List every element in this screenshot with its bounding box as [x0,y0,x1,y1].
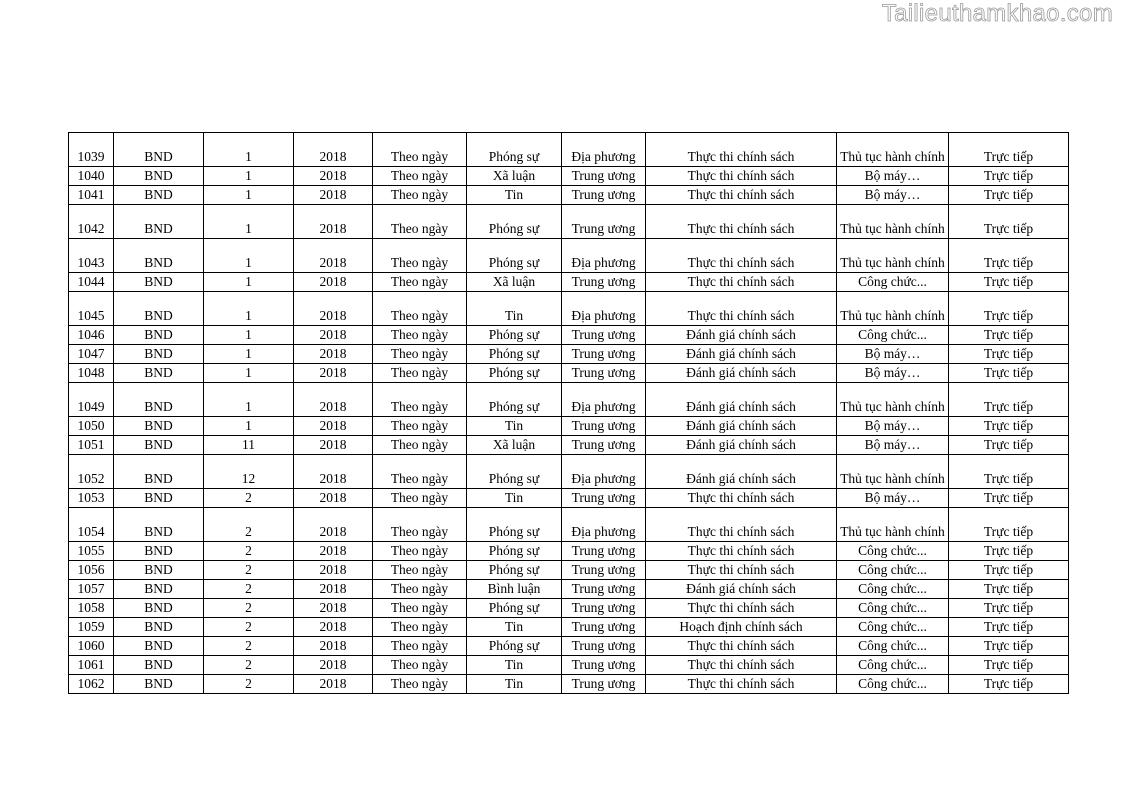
cell-mode: Trực tiếp [949,561,1069,580]
cell-field: Thủ tục hành chính [837,133,949,167]
cell-year: 2018 [294,580,373,599]
cell-mode: Trực tiếp [949,239,1069,273]
cell-level: Trung ương [562,273,646,292]
cell-genre: Phóng sự [467,455,562,489]
cell-number: 1 [204,383,294,417]
cell-source: BND [114,273,204,292]
cell-frequency: Theo ngày [373,273,467,292]
cell-mode: Trực tiếp [949,205,1069,239]
table-row [69,167,1069,186]
cell-frequency: Theo ngày [373,599,467,618]
cell-frequency: Theo ngày [373,542,467,561]
cell-year: 2018 [294,273,373,292]
cell-id: 1043 [69,239,114,273]
cell-year: 2018 [294,292,373,326]
cell-topic: Thực thi chính sách [646,239,837,273]
cell-mode: Trực tiếp [949,417,1069,436]
cell-topic: Đánh giá chính sách [646,326,837,345]
cell-year: 2018 [294,455,373,489]
cell-frequency: Theo ngày [373,167,467,186]
cell-genre: Phóng sự [467,345,562,364]
cell-year: 2018 [294,637,373,656]
cell-source: BND [114,561,204,580]
cell-level: Địa phương [562,239,646,273]
cell-frequency: Theo ngày [373,133,467,167]
cell-id: 1039 [69,133,114,167]
cell-field: Công chức... [837,618,949,637]
cell-id: 1056 [69,561,114,580]
cell-field: Công chức... [837,542,949,561]
cell-number: 2 [204,599,294,618]
cell-year: 2018 [294,417,373,436]
cell-frequency: Theo ngày [373,436,467,455]
cell-frequency: Theo ngày [373,618,467,637]
cell-topic: Thực thi chính sách [646,656,837,675]
cell-frequency: Theo ngày [373,580,467,599]
cell-frequency: Theo ngày [373,508,467,542]
cell-field: Bộ máy… [837,167,949,186]
cell-year: 2018 [294,133,373,167]
cell-mode: Trực tiếp [949,599,1069,618]
cell-frequency: Theo ngày [373,561,467,580]
cell-frequency: Theo ngày [373,637,467,656]
cell-level: Địa phương [562,133,646,167]
cell-genre: Phóng sự [467,239,562,273]
cell-level: Trung ương [562,637,646,656]
table-row [69,508,1069,542]
cell-level: Trung ương [562,542,646,561]
cell-mode: Trực tiếp [949,542,1069,561]
cell-number: 2 [204,656,294,675]
table-row [69,561,1069,580]
cell-level: Trung ương [562,599,646,618]
table-row [69,383,1069,417]
cell-number: 2 [204,489,294,508]
cell-genre: Tin [467,489,562,508]
cell-year: 2018 [294,542,373,561]
cell-year: 2018 [294,205,373,239]
cell-field: Bộ máy… [837,345,949,364]
cell-genre: Xã luận [467,273,562,292]
cell-id: 1041 [69,186,114,205]
cell-topic: Đánh giá chính sách [646,383,837,417]
cell-source: BND [114,637,204,656]
cell-id: 1044 [69,273,114,292]
cell-frequency: Theo ngày [373,205,467,239]
cell-mode: Trực tiếp [949,345,1069,364]
cell-genre: Phóng sự [467,561,562,580]
cell-field: Bộ máy… [837,417,949,436]
cell-genre: Phóng sự [467,508,562,542]
cell-frequency: Theo ngày [373,675,467,694]
cell-genre: Tin [467,618,562,637]
cell-source: BND [114,345,204,364]
cell-number: 2 [204,675,294,694]
cell-mode: Trực tiếp [949,455,1069,489]
table-row [69,186,1069,205]
cell-topic: Thực thi chính sách [646,186,837,205]
cell-topic: Đánh giá chính sách [646,580,837,599]
cell-field: Công chức... [837,326,949,345]
cell-year: 2018 [294,167,373,186]
cell-source: BND [114,383,204,417]
cell-frequency: Theo ngày [373,489,467,508]
cell-mode: Trực tiếp [949,580,1069,599]
cell-genre: Phóng sự [467,599,562,618]
cell-number: 2 [204,580,294,599]
cell-id: 1058 [69,599,114,618]
cell-frequency: Theo ngày [373,656,467,675]
table-row [69,239,1069,273]
cell-genre: Bình luận [467,580,562,599]
cell-topic: Đánh giá chính sách [646,364,837,383]
cell-id: 1042 [69,205,114,239]
cell-year: 2018 [294,561,373,580]
cell-source: BND [114,364,204,383]
cell-id: 1054 [69,508,114,542]
cell-year: 2018 [294,656,373,675]
cell-genre: Phóng sự [467,326,562,345]
cell-frequency: Theo ngày [373,326,467,345]
table-row [69,599,1069,618]
cell-level: Trung ương [562,417,646,436]
cell-number: 1 [204,205,294,239]
cell-topic: Thực thi chính sách [646,205,837,239]
cell-topic: Thực thi chính sách [646,637,837,656]
cell-topic: Thực thi chính sách [646,133,837,167]
table-body [69,133,1069,694]
cell-id: 1051 [69,436,114,455]
cell-id: 1049 [69,383,114,417]
cell-source: BND [114,656,204,675]
cell-year: 2018 [294,436,373,455]
cell-genre: Tin [467,675,562,694]
table-row [69,542,1069,561]
cell-source: BND [114,618,204,637]
cell-mode: Trực tiếp [949,133,1069,167]
cell-level: Trung ương [562,489,646,508]
cell-topic: Thực thi chính sách [646,508,837,542]
cell-genre: Tin [467,292,562,326]
cell-id: 1062 [69,675,114,694]
table-row [69,364,1069,383]
cell-mode: Trực tiếp [949,364,1069,383]
cell-number: 1 [204,186,294,205]
cell-mode: Trực tiếp [949,489,1069,508]
cell-source: BND [114,326,204,345]
cell-source: BND [114,508,204,542]
cell-id: 1050 [69,417,114,436]
cell-field: Công chức... [837,580,949,599]
cell-mode: Trực tiếp [949,383,1069,417]
cell-year: 2018 [294,675,373,694]
cell-field: Công chức... [837,599,949,618]
cell-level: Trung ương [562,656,646,675]
data-table [68,132,1069,694]
watermark-text: Tailieuthamkhao.com [881,0,1113,27]
cell-frequency: Theo ngày [373,383,467,417]
cell-level: Trung ương [562,618,646,637]
cell-mode: Trực tiếp [949,167,1069,186]
cell-genre: Phóng sự [467,364,562,383]
cell-field: Thủ tục hành chính [837,508,949,542]
cell-id: 1053 [69,489,114,508]
cell-genre: Xã luận [467,436,562,455]
cell-field: Thủ tục hành chính [837,239,949,273]
cell-year: 2018 [294,239,373,273]
cell-level: Trung ương [562,561,646,580]
cell-genre: Phóng sự [467,205,562,239]
cell-year: 2018 [294,489,373,508]
cell-level: Trung ương [562,167,646,186]
table-row [69,205,1069,239]
cell-source: BND [114,675,204,694]
cell-level: Địa phương [562,383,646,417]
table-row [69,345,1069,364]
cell-source: BND [114,455,204,489]
cell-level: Trung ương [562,436,646,455]
table-row [69,326,1069,345]
cell-field: Công chức... [837,675,949,694]
cell-topic: Đánh giá chính sách [646,345,837,364]
table-row [69,436,1069,455]
cell-source: BND [114,133,204,167]
cell-frequency: Theo ngày [373,186,467,205]
cell-number: 2 [204,508,294,542]
cell-id: 1052 [69,455,114,489]
cell-id: 1057 [69,580,114,599]
cell-mode: Trực tiếp [949,637,1069,656]
cell-number: 1 [204,167,294,186]
cell-level: Địa phương [562,455,646,489]
cell-source: BND [114,599,204,618]
cell-level: Trung ương [562,326,646,345]
cell-field: Bộ máy… [837,436,949,455]
cell-field: Công chức... [837,273,949,292]
cell-number: 1 [204,273,294,292]
cell-level: Trung ương [562,186,646,205]
cell-level: Trung ương [562,205,646,239]
cell-id: 1055 [69,542,114,561]
cell-field: Công chức... [837,561,949,580]
cell-topic: Đánh giá chính sách [646,436,837,455]
cell-id: 1047 [69,345,114,364]
table-row [69,417,1069,436]
cell-topic: Thực thi chính sách [646,561,837,580]
cell-topic: Đánh giá chính sách [646,417,837,436]
cell-field: Bộ máy… [837,186,949,205]
cell-number: 2 [204,561,294,580]
cell-genre: Tin [467,186,562,205]
cell-topic: Thực thi chính sách [646,599,837,618]
cell-year: 2018 [294,364,373,383]
cell-topic: Đánh giá chính sách [646,455,837,489]
cell-topic: Thực thi chính sách [646,167,837,186]
cell-number: 1 [204,417,294,436]
cell-level: Địa phương [562,508,646,542]
cell-topic: Thực thi chính sách [646,292,837,326]
table-row [69,675,1069,694]
cell-year: 2018 [294,186,373,205]
cell-level: Trung ương [562,364,646,383]
cell-number: 2 [204,637,294,656]
cell-level: Địa phương [562,292,646,326]
cell-year: 2018 [294,508,373,542]
cell-field: Công chức... [837,656,949,675]
table-row [69,637,1069,656]
cell-year: 2018 [294,618,373,637]
cell-genre: Xã luận [467,167,562,186]
table-row [69,489,1069,508]
cell-source: BND [114,186,204,205]
cell-number: 2 [204,542,294,561]
cell-id: 1060 [69,637,114,656]
cell-topic: Hoạch định chính sách [646,618,837,637]
cell-frequency: Theo ngày [373,455,467,489]
cell-year: 2018 [294,383,373,417]
table-row [69,656,1069,675]
cell-genre: Phóng sự [467,542,562,561]
cell-id: 1048 [69,364,114,383]
cell-field: Thủ tục hành chính [837,383,949,417]
cell-level: Trung ương [562,345,646,364]
cell-mode: Trực tiếp [949,618,1069,637]
cell-source: BND [114,436,204,455]
cell-level: Trung ương [562,580,646,599]
cell-source: BND [114,417,204,436]
cell-year: 2018 [294,326,373,345]
cell-source: BND [114,580,204,599]
cell-number: 1 [204,364,294,383]
cell-mode: Trực tiếp [949,326,1069,345]
cell-genre: Phóng sự [467,383,562,417]
cell-topic: Thực thi chính sách [646,489,837,508]
cell-frequency: Theo ngày [373,239,467,273]
cell-topic: Thực thi chính sách [646,542,837,561]
cell-field: Bộ máy… [837,489,949,508]
cell-genre: Phóng sự [467,133,562,167]
cell-year: 2018 [294,345,373,364]
cell-source: BND [114,167,204,186]
cell-mode: Trực tiếp [949,675,1069,694]
table-row [69,133,1069,167]
cell-id: 1046 [69,326,114,345]
cell-source: BND [114,205,204,239]
cell-id: 1045 [69,292,114,326]
cell-number: 11 [204,436,294,455]
cell-level: Trung ương [562,675,646,694]
cell-number: 12 [204,455,294,489]
cell-source: BND [114,489,204,508]
cell-frequency: Theo ngày [373,292,467,326]
cell-number: 1 [204,345,294,364]
cell-id: 1059 [69,618,114,637]
cell-genre: Tin [467,656,562,675]
cell-frequency: Theo ngày [373,345,467,364]
cell-field: Thủ tục hành chính [837,205,949,239]
cell-mode: Trực tiếp [949,273,1069,292]
cell-number: 1 [204,292,294,326]
cell-genre: Tin [467,417,562,436]
cell-field: Bộ máy… [837,364,949,383]
cell-topic: Thực thi chính sách [646,273,837,292]
cell-number: 1 [204,239,294,273]
cell-id: 1061 [69,656,114,675]
cell-mode: Trực tiếp [949,436,1069,455]
cell-field: Thủ tục hành chính [837,292,949,326]
cell-number: 1 [204,133,294,167]
cell-mode: Trực tiếp [949,656,1069,675]
cell-source: BND [114,542,204,561]
cell-source: BND [114,239,204,273]
table-row [69,618,1069,637]
cell-topic: Thực thi chính sách [646,675,837,694]
cell-id: 1040 [69,167,114,186]
cell-genre: Phóng sự [467,637,562,656]
cell-number: 2 [204,618,294,637]
cell-mode: Trực tiếp [949,186,1069,205]
table-row [69,580,1069,599]
cell-field: Công chức... [837,637,949,656]
cell-source: BND [114,292,204,326]
cell-mode: Trực tiếp [949,508,1069,542]
cell-number: 1 [204,326,294,345]
cell-mode: Trực tiếp [949,292,1069,326]
cell-year: 2018 [294,599,373,618]
table-row [69,292,1069,326]
table-row [69,455,1069,489]
cell-frequency: Theo ngày [373,364,467,383]
cell-field: Thủ tục hành chính [837,455,949,489]
table-row [69,273,1069,292]
cell-frequency: Theo ngày [373,417,467,436]
